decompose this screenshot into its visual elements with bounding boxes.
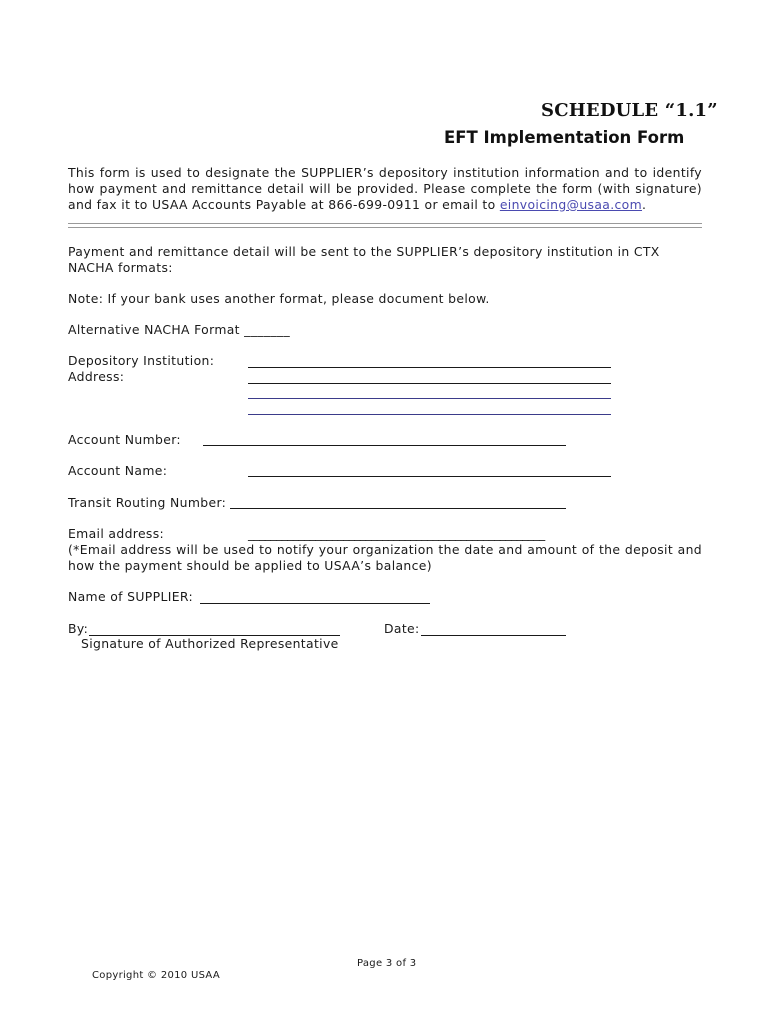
- supplier-name-field[interactable]: [200, 603, 430, 604]
- depository-institution-field[interactable]: [248, 367, 611, 368]
- payment-detail-text: Payment and remittance detail will be sent to the SUPPLIER’s depository institution in CTX NACHA formats:: [68, 244, 660, 275]
- address-field-line-2[interactable]: [248, 398, 611, 399]
- section-divider: [68, 223, 702, 228]
- supplier-name-label: Name of SUPPLIER:: [68, 589, 193, 604]
- intro-text-end: .: [642, 197, 647, 212]
- routing-number-field[interactable]: [230, 508, 566, 509]
- alt-nacha-format-field[interactable]: Alternative NACHA Format _______: [68, 322, 290, 337]
- depository-institution-label: Depository Institution:: [68, 353, 215, 368]
- email-note-text: (*Email address will be used to notify your organization the date and amount of the deposit and how the payment should be applied to USAA’s balance): [68, 542, 702, 573]
- address-label: Address:: [68, 369, 125, 384]
- by-label: By:: [68, 621, 89, 636]
- page-number: Page 3 of 3: [357, 958, 417, 969]
- account-number-label: Account Number:: [68, 432, 181, 447]
- schedule-heading: SCHEDULE “1.1”: [541, 100, 718, 121]
- account-name-field[interactable]: [248, 476, 611, 477]
- email-link[interactable]: einvoicing@usaa.com: [499, 197, 643, 212]
- form-title: EFT Implementation Form: [444, 128, 685, 147]
- email-address-label: Email address:: [68, 526, 165, 541]
- account-name-label: Account Name:: [68, 463, 168, 478]
- intro-text: This form is used to designate the SUPPLIER’s depository institution information and to identify how payment and remittance detail will be provided. Please complete the form (with signature) and fax it to USAA Accounts Payable at 866-699-0911 or email to: [68, 165, 702, 212]
- date-field[interactable]: [421, 635, 566, 636]
- routing-number-label: Transit Routing Number:: [68, 495, 227, 510]
- account-number-field[interactable]: [203, 445, 566, 446]
- address-field-line-1[interactable]: [248, 383, 611, 384]
- intro-paragraph: [68, 165, 702, 213]
- signature-caption: Signature of Authorized Representative: [81, 636, 339, 651]
- email-address-field[interactable]: _____________________________________________________: [248, 526, 545, 541]
- address-field-line-3[interactable]: [248, 414, 611, 415]
- note-text: Note: If your bank uses another format, please document below.: [68, 291, 490, 306]
- copyright-text: Copyright © 2010 USAA: [92, 970, 220, 981]
- date-label: Date:: [384, 621, 420, 636]
